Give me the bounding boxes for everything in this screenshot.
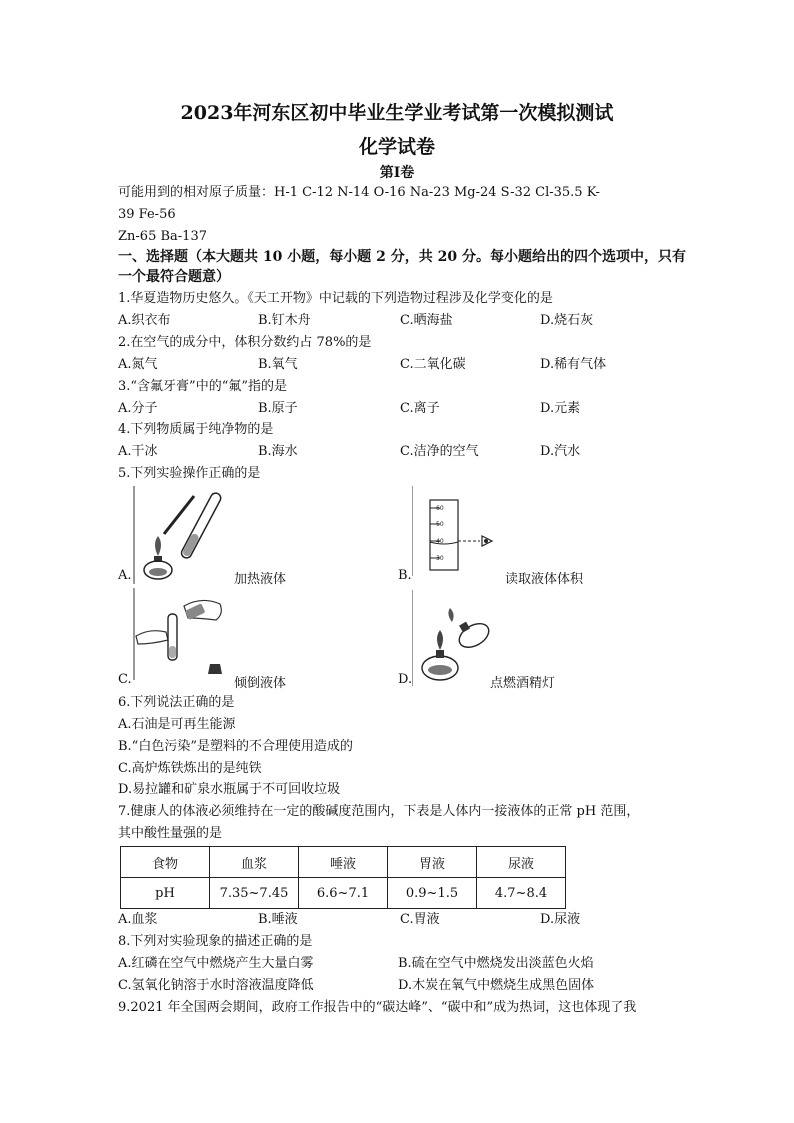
- cylinder-tick-50: 50: [436, 521, 444, 528]
- q4-option-a: A.干冰: [118, 444, 158, 459]
- q3-option-b: B.原子: [258, 401, 298, 416]
- ph-table-header: 血浆: [210, 847, 299, 878]
- q1-option-c: C.晒海盐: [400, 313, 453, 328]
- q5-option-d-letter: D.: [398, 672, 413, 687]
- q6-option-a: A.石油是可再生能源: [118, 717, 236, 732]
- q5-option-a-label: 加热液体: [234, 572, 287, 587]
- q5-option-a-letter: A.: [118, 568, 132, 583]
- q6-option-b: B.“白色污染”是塑料的不合理使用造成的: [118, 739, 353, 754]
- q6-option-c: C.高炉炼铁炼出的是纯铁: [118, 761, 262, 776]
- q4-option-d: D.汽水: [540, 444, 581, 459]
- section-heading-cont: 一个最符合题意）: [118, 269, 230, 285]
- exam-title: 2023年河东区初中毕业生学业考试第一次模拟测试: [180, 102, 614, 124]
- ph-table-cell: 6.6~7.1: [299, 878, 388, 909]
- ph-table-cell: 4.7~8.4: [477, 878, 566, 909]
- q7-stem-line1: 7.健康人的体液必须维持在一定的酸碱度范围内，下表是人体内一接液体的正常 pH 范围，: [118, 804, 640, 819]
- q4-option-b: B.海水: [258, 444, 298, 459]
- ph-table-header: 胃液: [388, 847, 477, 878]
- heating-liquid-figure: [132, 486, 232, 584]
- q6-stem: 6.下列说法正确的是: [118, 695, 235, 710]
- q3-option-c: C.离子: [400, 401, 440, 416]
- q3-option-d: D.元素: [540, 401, 581, 416]
- q1-stem: 1.华夏造物历史悠久。《天工开物》中记载的下列造物过程涉及化学变化的是: [118, 291, 553, 306]
- cylinder-tick-30: 30: [436, 555, 444, 562]
- q7-option-d: D.尿液: [540, 912, 581, 927]
- atomic-masses-line1: 可能用到的相对原子质量：H-1 C-12 N-14 O-16 Na-23 Mg-24 S-32 Cl-35.5 K-: [118, 185, 600, 200]
- volume-label: 第Ⅰ卷: [379, 165, 415, 181]
- q3-option-a: A.分子: [118, 401, 158, 416]
- q6-option-d: D.易拉罐和矿泉水瓶属于不可回收垃圾: [118, 782, 341, 797]
- ph-table-cell: 7.35~7.45: [210, 878, 299, 909]
- q1-option-d: D.烧石灰: [540, 313, 594, 328]
- q5-stem: 5.下列实验操作正确的是: [118, 466, 261, 481]
- atomic-masses-line3: Zn-65 Ba-137: [118, 229, 207, 244]
- q1-option-a: A.织衣布: [118, 313, 171, 328]
- q2-option-c: C.二氧化碳: [400, 357, 466, 372]
- q8-option-c: C.氢氧化钠溶于水时溶液温度降低: [118, 978, 314, 993]
- q5-option-b-letter: B.: [398, 568, 412, 583]
- q4-stem: 4.下列物质属于纯净物的是: [118, 422, 274, 437]
- q2-option-d: D.稀有气体: [540, 357, 607, 372]
- q3-stem: 3.“含氟牙膏”中的“氟”指的是: [118, 379, 287, 394]
- ph-table-header: 食物: [121, 847, 210, 878]
- pouring-liquid-figure: [132, 588, 232, 680]
- q8-option-a: A.红磷在空气中燃烧产生大量白雾: [118, 956, 314, 971]
- ph-table-cell: 0.9~1.5: [388, 878, 477, 909]
- q7-option-b: B.唾液: [258, 912, 298, 927]
- q5-option-c-letter: C.: [118, 672, 132, 687]
- q5-option-d-label: 点燃酒精灯: [490, 676, 556, 691]
- q5-option-c-label: 倾倒液体: [234, 676, 287, 691]
- q5-option-b-label: 读取液体体积: [505, 572, 584, 587]
- atomic-masses-line2: 39 Fe-56: [118, 207, 176, 222]
- q7-stem-line2: 其中酸性量强的是: [118, 826, 223, 841]
- q4-option-c: C.洁净的空气: [400, 444, 479, 459]
- q8-stem: 8.下列对实验现象的描述正确的是: [118, 934, 313, 949]
- ph-table-row: [121, 878, 566, 909]
- ph-table-header-row: [121, 847, 566, 878]
- q7-option-c: C.胃液: [400, 912, 440, 927]
- q2-option-b: B.氧气: [258, 357, 298, 372]
- ph-table-header: 唾液: [299, 847, 388, 878]
- exam-subject: 化学试卷: [358, 136, 435, 158]
- q8-option-d: D.木炭在氧气中燃烧生成黑色固体: [398, 978, 595, 993]
- ph-table-cell: pH: [121, 878, 210, 909]
- q2-stem: 2.在空气的成分中，体积分数约占 78%的是: [118, 335, 372, 350]
- q9-stem: 9.2021 年全国两会期间，政府工作报告中的“碳达峰”、“碳中和”成为热词，这也体现了我: [118, 1000, 637, 1015]
- ph-table: [120, 846, 566, 909]
- cylinder-tick-40: 40: [436, 538, 444, 545]
- q8-option-b: B.硫在空气中燃烧发出淡蓝色火焰: [398, 956, 594, 971]
- measuring-cylinder-figure: [412, 486, 512, 576]
- q2-option-a: A.氮气: [118, 357, 158, 372]
- section-heading: 一、选择题（本大题共 10 小题，每小题 2 分，共 20 分。每小题给出的四个选项中，只有: [118, 249, 686, 265]
- ph-table-header: 尿液: [477, 847, 566, 878]
- q1-option-b: B.钉木舟: [258, 313, 311, 328]
- q7-option-a: A.血浆: [118, 912, 158, 927]
- cylinder-tick-60: 60: [436, 505, 444, 512]
